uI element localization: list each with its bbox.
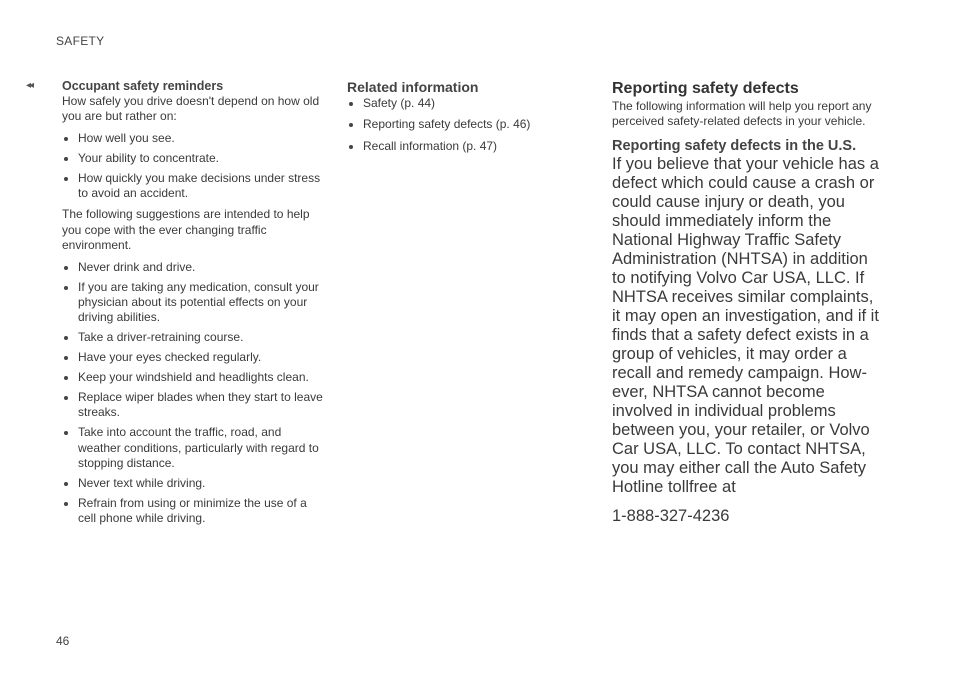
list-item: Take into account the traffic, road, and weather conditions, particularly with regard to stopping distance. — [62, 425, 324, 471]
nhtsa-phone: 1-888-327-4236 — [612, 507, 730, 525]
right-column — [612, 79, 912, 526]
list-item: Replace wiper blades when they start to leave streaks. — [62, 390, 324, 421]
body-line: finds that a safety defect exists in a — [612, 326, 869, 344]
body-line: to notifying Volvo Car USA, LLC. If — [612, 269, 865, 287]
middle-column — [347, 79, 577, 160]
list-item: Take a driver-retraining course. — [62, 330, 324, 345]
body-line: defect which could cause a crash or — [612, 174, 875, 192]
body-line: should immediately inform the — [612, 212, 832, 230]
body-line: NHTSA receives similar complaints, — [612, 288, 874, 306]
occupant-safety-title: Occupant safety reminders — [62, 79, 224, 93]
suggestions-intro: The following suggestions are intended to help you cope with the ever changing traffic environment. — [62, 207, 310, 253]
list-item: If you are taking any medication, consult your physician about its potential effects on your driving abilities. — [62, 280, 324, 326]
related-info-title: Related information — [347, 79, 479, 95]
us-body — [612, 155, 912, 497]
body-line: Administration (NHTSA) in addition — [612, 250, 868, 268]
list-item: Never text while driving. — [62, 476, 324, 491]
continued-marker-icon: ◂◂ — [26, 80, 33, 91]
section-header: SAFETY — [56, 34, 105, 48]
factors-list — [62, 131, 324, 202]
reporting-defects-title: Reporting safety defects — [612, 80, 799, 97]
list-item: How quickly you make decisions under stress to avoid an accident. — [62, 171, 324, 202]
related-link[interactable]: Recall information (p. 47) — [347, 139, 577, 154]
body-line: could cause injury or death, you — [612, 193, 845, 211]
list-item: Keep your windshield and headlights clean. — [62, 370, 324, 385]
body-line: between you, your retailer, or Volvo — [612, 421, 870, 439]
list-item: Refrain from using or minimize the use of a cell phone while driving. — [62, 496, 324, 527]
related-links — [347, 96, 577, 154]
reporting-intro: The following information will help you report any perceived safety-related defects in your vehicle. — [612, 99, 872, 128]
body-line: If you believe that your vehicle has a — [612, 155, 879, 173]
body-line: Hotline tollfree at — [612, 478, 736, 496]
body-line: Car USA, LLC. To contact NHTSA, — [612, 440, 866, 458]
body-line: you may either call the Auto Safety — [612, 459, 867, 477]
body-line: ever, NHTSA cannot become — [612, 383, 825, 401]
list-item: Your ability to concentrate. — [62, 151, 324, 166]
list-item: Have your eyes checked regularly. — [62, 350, 324, 365]
body-line: recall and remedy campaign. How- — [612, 364, 867, 382]
left-column — [62, 79, 324, 533]
list-item: Never drink and drive. — [62, 260, 324, 275]
us-subtitle: Reporting safety defects in the U.S. — [612, 138, 857, 154]
page-number: 46 — [56, 634, 70, 648]
body-line: involved in individual problems — [612, 402, 836, 420]
body-line: National Highway Traffic Safety — [612, 231, 841, 249]
suggestions-list — [62, 260, 324, 527]
list-item: How well you see. — [62, 131, 324, 146]
related-link[interactable]: Reporting safety defects (p. 46) — [347, 117, 577, 132]
body-line: it may open an investigation, and if it — [612, 307, 879, 325]
intro-text: How safely you drive doesn't depend on how old you are but rather on: — [62, 94, 320, 124]
body-line: group of vehicles, it may order a — [612, 345, 847, 363]
related-link[interactable]: Safety (p. 44) — [347, 96, 577, 111]
